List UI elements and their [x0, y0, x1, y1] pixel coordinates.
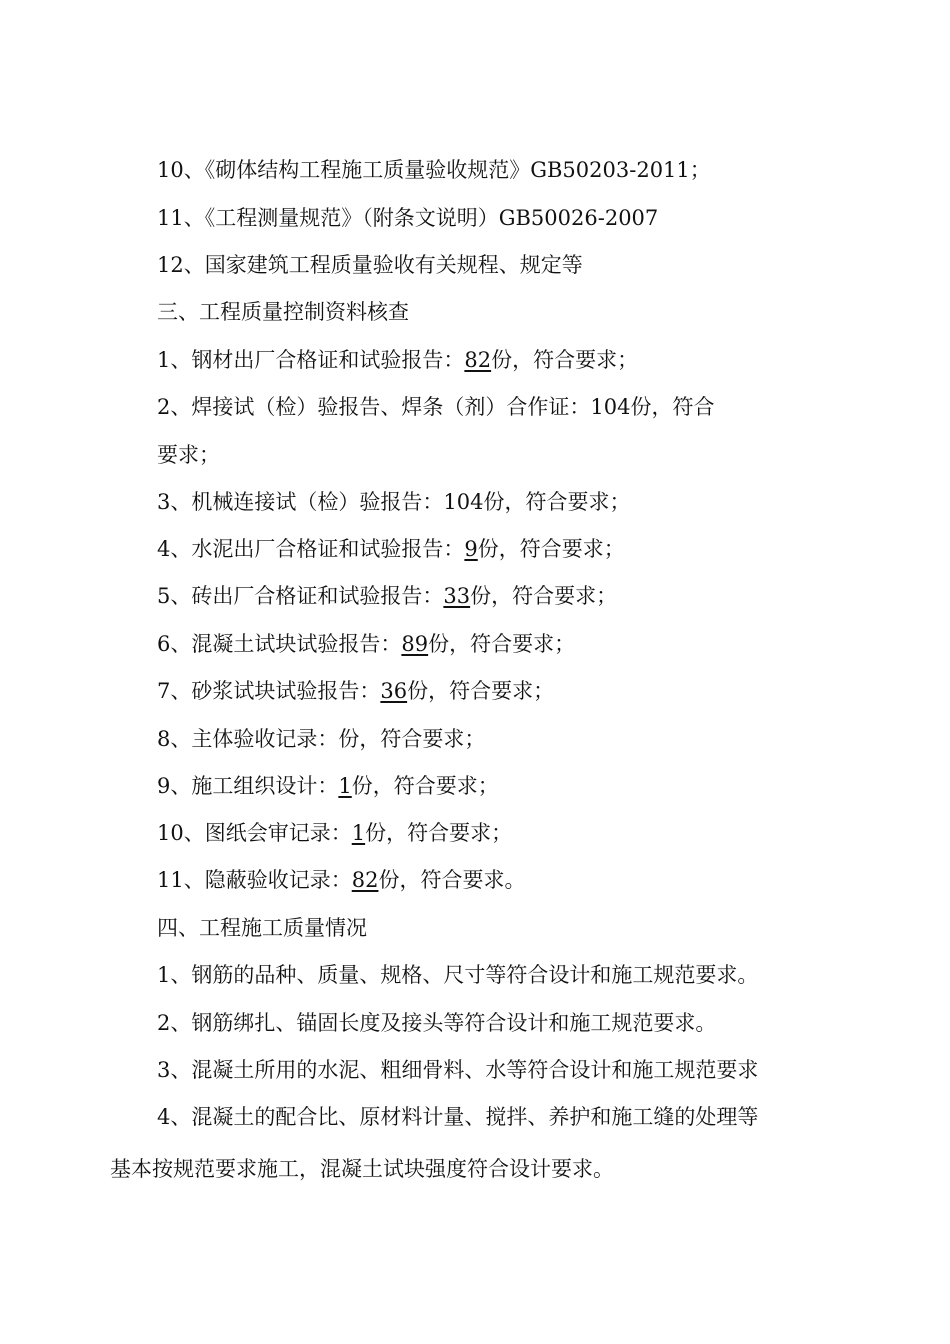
record-item-1: 1、钢材出厂合格证和试验报告：82份，符合要求；	[157, 348, 639, 372]
record-item-10: 10、图纸会审记录：1份，符合要求；	[157, 821, 513, 845]
record-item-2: 2、焊接试（检）验报告、焊条（剂）合作证：104份，符合	[157, 395, 715, 419]
record-item-2-cont: 要求；	[157, 443, 220, 467]
record-count: 1	[338, 774, 352, 798]
quality-item-1: 1、钢筋的品种、质量、规格、尺寸等符合设计和施工规范要求。	[157, 963, 759, 987]
record-item-11: 11、隐蔽验收记录：82份，符合要求。	[157, 868, 526, 892]
record-count: 36	[380, 679, 408, 703]
record-item-6: 6、混凝土试块试验报告：89份，符合要求；	[157, 632, 576, 656]
record-count: 33	[443, 584, 471, 608]
record-item-3: 3、机械连接试（检）验报告：104份，符合要求；	[157, 490, 631, 514]
record-count: 82	[351, 868, 379, 892]
quality-item-2: 2、钢筋绑扎、锚固长度及接头等符合设计和施工规范要求。	[157, 1011, 717, 1035]
record-count: 1	[351, 821, 366, 845]
quality-item-3: 3、混凝土所用的水泥、粗细骨料、水等符合设计和施工规范要求	[157, 1058, 759, 1082]
record-item-4: 4、水泥出厂合格证和试验报告：9份，符合要求；	[157, 537, 625, 561]
reference-11: 11、《工程测量规范》（附条文说明）GB50026-2007	[157, 206, 659, 230]
section-heading-4: 四、工程施工质量情况	[157, 916, 367, 940]
record-item-9: 9、施工组织设计：1份，符合要求；	[157, 774, 499, 798]
record-count: 89	[401, 632, 429, 656]
record-count: 82	[464, 348, 492, 372]
record-item-5: 5、砖出厂合格证和试验报告：33份，符合要求；	[157, 584, 618, 608]
reference-10: 10、《砌体结构工程施工质量验收规范》GB50203-2011；	[157, 158, 711, 182]
quality-item-4-cont: 基本按规范要求施工，混凝土试块强度符合设计要求。	[110, 1157, 614, 1181]
quality-item-4: 4、混凝土的配合比、原材料计量、搅拌、养护和施工缝的处理等	[157, 1105, 759, 1129]
record-count: 9	[464, 537, 478, 561]
record-item-7: 7、砂浆试块试验报告：36份，符合要求；	[157, 679, 555, 703]
record-item-8: 8、主体验收记录：份，符合要求；	[157, 727, 486, 751]
section-heading-3: 三、工程质量控制资料核查	[157, 300, 409, 324]
reference-12: 12、国家建筑工程质量验收有关规程、规定等	[157, 253, 583, 277]
